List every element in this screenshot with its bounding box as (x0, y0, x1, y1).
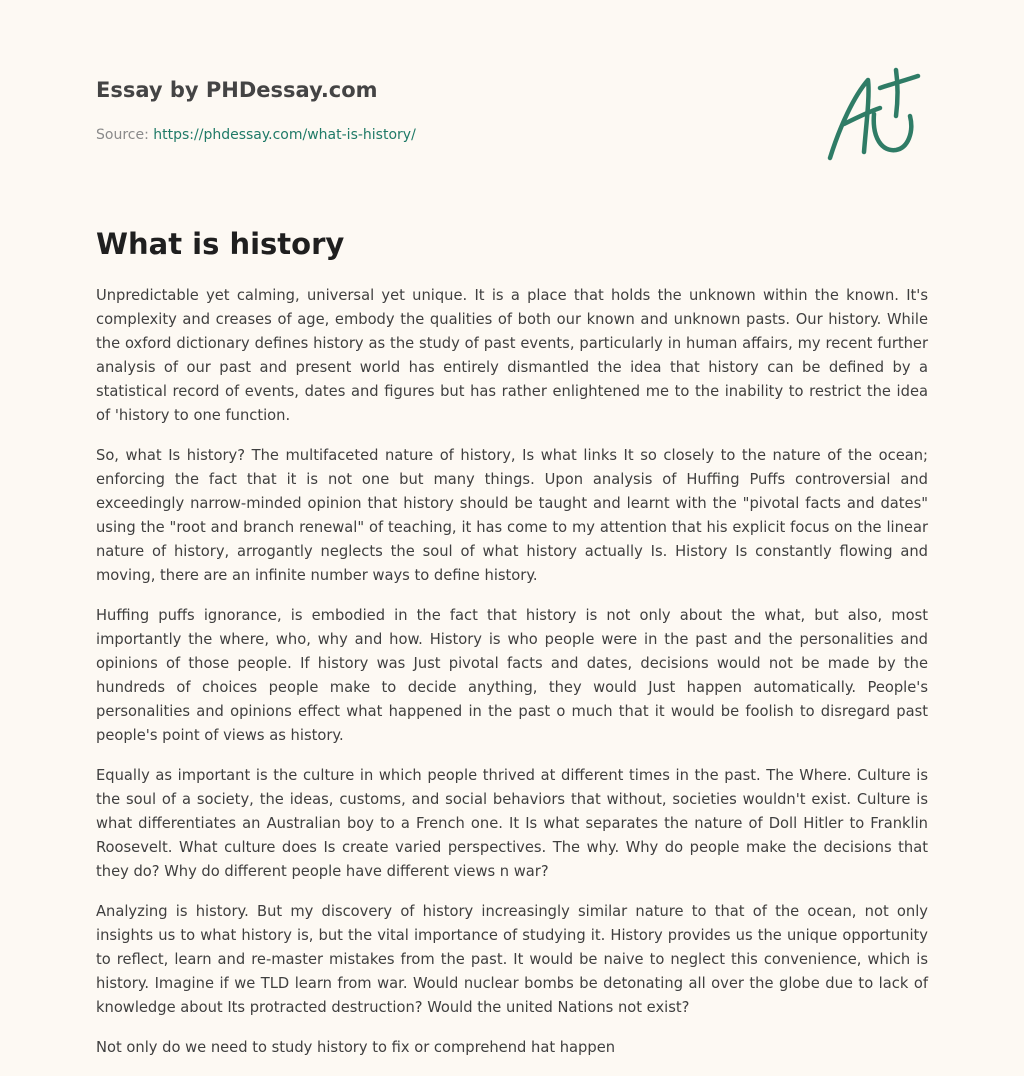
a-plus-logo-icon (822, 66, 926, 166)
source-link[interactable]: https://phdessay.com/what-is-history/ (153, 127, 416, 143)
essay-paragraph: Unpredictable yet calming, universal yet unique. It is a place that holds the unknown within the known. It's complexity and creases of age, embody the qualities of both our known and unknown pasts. Our history. While the oxford dictionary defines history as the study of past events, particularly in human affairs, my recent further analysis of our past and present world has entirely dismantled the idea that history can be defined by a statistical record of events, dates and figures but has rather enlightened me to the inability to restrict the idea of 'history to one function. (96, 287, 928, 424)
source-label: Source: (96, 127, 149, 143)
essay-body (96, 284, 928, 1076)
essay-paragraph: Not only do we need to study history to fix or comprehend hat happen (96, 1039, 616, 1056)
essay-paragraph: Analyzing is history. But my discovery of history increasingly similar nature to that of the ocean, not only insights us to what history is, but the vital importance of studying it. History provides us the unique opportunity to reflect, learn and re-master mistakes from the past. It would be naive to neglect this convenience, which is history. Imagine if we TLD learn from war. Would nuclear bombs be detonating all over the globe due to lack of knowledge about Its protracted destruction? Would the united Nations not exist? (96, 903, 928, 1016)
essay-paragraph: Equally as important is the culture in which people thrived at different times in the past. The Where. Culture is the soul of a society, the ideas, customs, and social behaviors that without, societies wouldn't exist. Culture is what differentiates an Australian boy to a French one. It Is what separates the nature of Doll Hitler to Franklin Roosevelt. What culture does Is create varied perspectives. The why. Why do people make the decisions that they do? Why do different people have different views n war? (96, 767, 928, 880)
page-header (96, 76, 696, 145)
source-line (96, 125, 696, 145)
site-brand: Essay by PHDessay.com (96, 78, 378, 102)
essay-title: What is history (96, 227, 345, 261)
essay-paragraph: Huffing puffs ignorance, is embodied in the fact that history is not only about the what, but also, most importantly the where, who, why and how. History is who people were in the past and the personalities and opinions of those people. If history was Just pivotal facts and dates, decisions would not be made by the hundreds of choices people make to decide anything, they would Just happen automatically. People's personalities and opinions effect what happened in the past o much that it would be foolish to disregard past people's point of views as history. (96, 607, 928, 744)
essay-paragraph: So, what Is history? The multifaceted nature of history, Is what links It so closely to the nature of the ocean; enforcing the fact that it is not one but many things. Upon analysis of Huffing Puffs controversial and exceedingly narrow-minded opinion that history should be taught and learnt with the "pivotal facts and dates" using the "root and branch renewal" of teaching, it has come to my attention that his explicit focus on the linear nature of history, arrogantly neglects the soul of what history actually Is. History Is constantly flowing and moving, there are an infinite number ways to define history. (96, 447, 928, 584)
